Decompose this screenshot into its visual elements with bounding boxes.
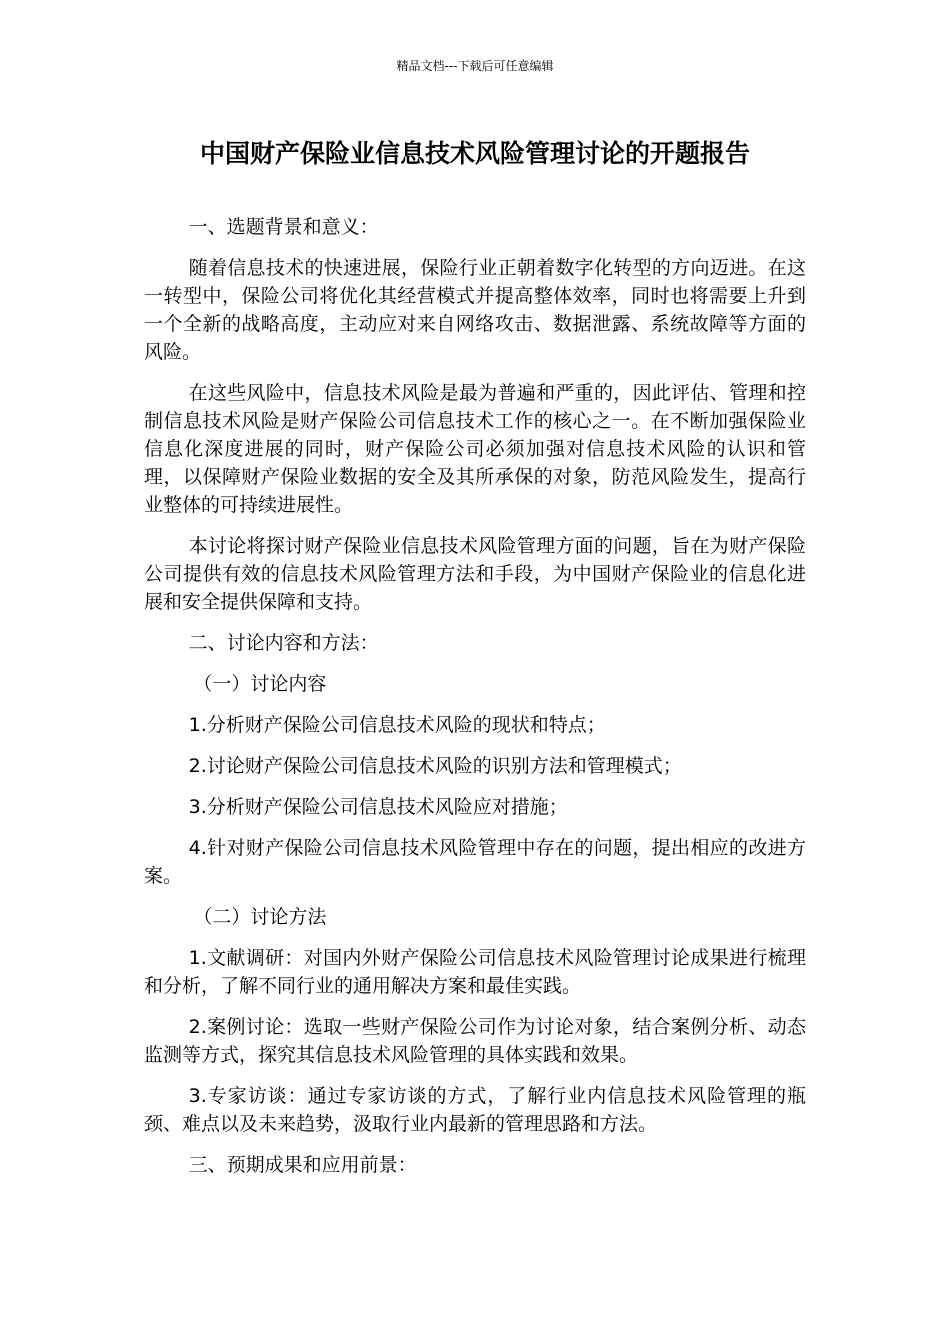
subheading-methods: （二）讨论方法 [193,906,327,928]
method-item-3: 3.专家访谈：通过专家访谈的方式，了解行业内信息技术风险管理的瓶颈、难点以及未来趋势，汲取行业内最新的管理思路和方法。 [144,1085,806,1135]
section-heading-content-methods: 二、讨论内容和方法： [188,632,379,654]
content-item-1: 1.分析财产保险公司信息技术风险的现状和特点； [188,714,606,736]
content-item-2: 2.讨论财产保险公司信息技术风险的识别方法和管理模式； [188,755,682,777]
section-heading-expected-results: 三、预期成果和应用前景： [188,1154,417,1176]
paragraph-background-2: 在这些风险中，信息技术风险是最为普遍和严重的，因此评估、管理和控制信息技术风险是财产保险公司信息技术工作的核心之一。在不断加强保险业信息化深度进展的同时，财产保险公司必须加强对信息技术风险的认识和管理，以保障财产保险业数据的安全及其所承保的对象，防范风险发生，提高行业整体的可持续进展性。 [144,382,806,516]
section-heading-background: 一、选题背景和意义： [188,216,379,238]
document-title: 中国财产保险业信息技术风险管理讨论的开题报告 [199,139,750,168]
subheading-content: （一）讨论内容 [193,673,327,695]
document-body [144,213,806,1192]
method-item-1: 1.文献调研：对国内外财产保险公司信息技术风险管理讨论成果进行梳理和分析，了解不同行业的通用解决方案和最佳实践。 [144,947,806,997]
content-item-3: 3.分析财产保险公司信息技术风险应对措施； [188,796,568,818]
paragraph-background-3: 本讨论将探讨财产保险业信息技术风险管理方面的问题，旨在为财产保险公司提供有效的信息技术风险管理方法和手段，为中国财产保险业的信息化进展和安全提供保障和支持。 [144,535,806,613]
method-item-2: 2.案例讨论：选取一些财产保险公司作为讨论对象，结合案例分析、动态监测等方式，探究其信息技术风险管理的具体实践和效果。 [144,1016,806,1066]
header-note: 精品文档---下载后可任意编辑 [396,59,554,73]
content-item-4: 4.针对财产保险公司信息技术风险管理中存在的问题，提出相应的改进方案。 [144,837,806,887]
paragraph-background-1: 随着信息技术的快速进展，保险行业正朝着数字化转型的方向迈进。在这一转型中，保险公司将优化其经营模式并提高整体效率，同时也将需要上升到一个全新的战略高度，主动应对来自网络攻击、数据泄露、系统故障等方面的风险。 [144,257,806,363]
